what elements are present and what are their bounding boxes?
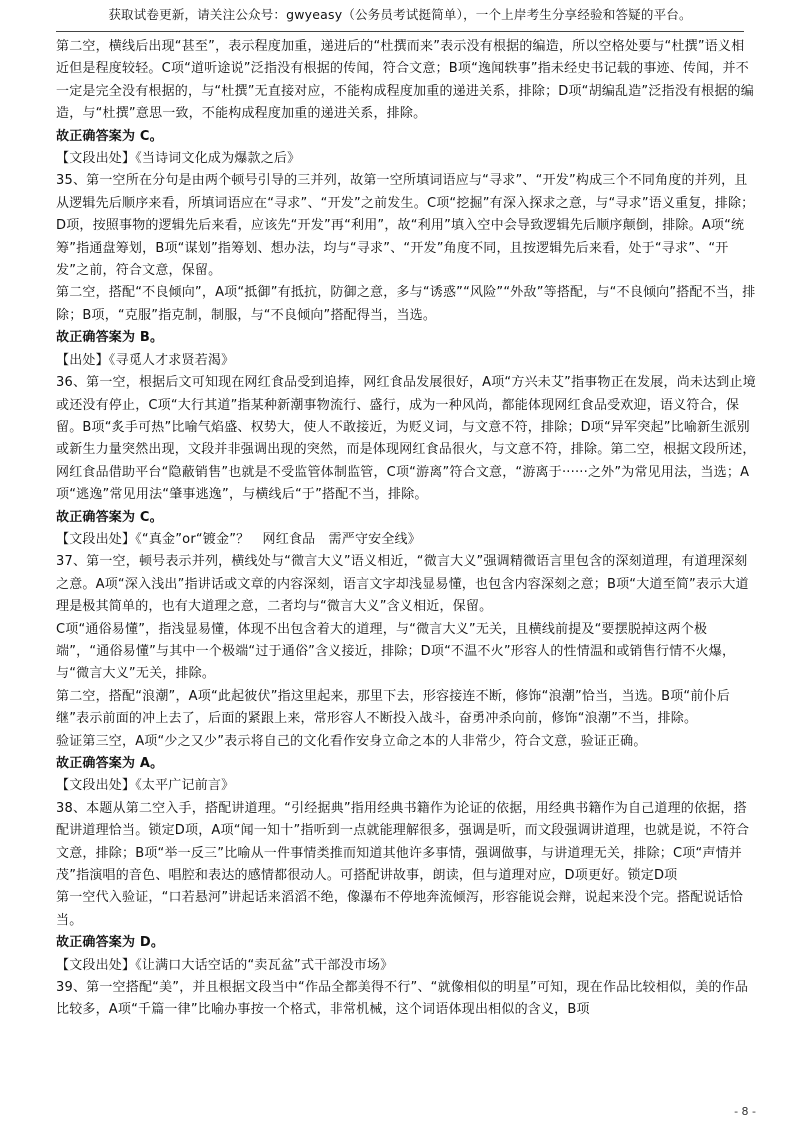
answer-line: 故正确答案为 C。 xyxy=(56,128,163,144)
paragraph: 验证第三空，A项“少之又少”表示将自己的文化看作安身立命之本的人非常少，符合文意，验证正确。 xyxy=(56,733,647,749)
paragraph: 第一空代入验证，“口若悬河”讲起话来滔滔不绝，像瀑布不停地奔流倾泻，形容能说会辩，说起来没个完。搭配说话恰当。 xyxy=(56,890,744,928)
answer-line: 故正确答案为 B。 xyxy=(56,330,164,346)
paragraph: 第二空，搭配“不良倾向”，A项“抵御”有抵抗，防御之意，多与“诱惑”“风险”“外敌”等搭配，与“不良倾向”搭配不当，排除；B项，“克服”指克制，制服，与“不良倾向”搭配得当，当选。 xyxy=(56,285,756,323)
paragraph: 36、第一空，根据后文可知现在网红食品受到追捧，网红食品发展很好，A项“方兴未艾”指事物正在发展，尚未达到止境或还没有停止，C项“大行其道”指某种新潮事物流行、盛行，成为一种风尚，都能体现网红食品受欢迎，语义符合，保留。B项“炙手可热”比喻气焰盛、权势大，使人不敢接近，为贬义词，与文意不符，排除；D项“异军突起”比喻新生派别或新生力量突然出现，文段并非强调出现的突然，而是体现网红食品很火，与文意不符，排除。第二空，根据文段所述，网红食品借助平台“隐蔽销售”也就是不受监管体制监管，C项“游离”符合文意，“游离于······之外”为常见用法，当选；A项“逃逸”常见用法“肇事逃逸”，与横线后“于”搭配不当，排除。 xyxy=(56,375,756,503)
source-line: 【出处】《寻觅人才求贤若渴》 xyxy=(56,352,235,368)
page-header xyxy=(0,0,800,34)
paragraph: 第二空，横线后出现“甚至”，表示程度加重，递进后的“杜撰而来”表示没有根据的编造，所以空格处要与“杜撰”语义相近但是程度较轻。C项“道听途说”泛指没有根据的传闻，符合文意；B项“逸闻轶事”指未经史书记载的事迹、传闻，并不一定是完全没有根据的，与“杜撰”无直接对应，不能构成程度加重的递进关系，排除；D项“胡编乱造”泛指没有根据的编造，与“杜撰”意思一致，不能构成程度加重的递进关系，排除。 xyxy=(56,39,754,122)
source-line: 【文段出处】《太平广记前言》 xyxy=(56,778,235,794)
paragraph: 38、本题从第二空入手，搭配讲道理。“引经据典”指用经典书籍作为论证的依据，用经典书籍作为自己道理的依据，搭配讲道理恰当。锁定D项，A项“闻一知十”指听到一点就能理解很多，强调是听，而文段强调讲道理，也就是说，不符合文意，排除；B项“举一反三”比喻从一件事情类推而知道其他许多事情，强调做事，与讲道理无关，排除；C项“声情并茂”指演唱的音色、唱腔和表达的感情都很动人。可搭配讲故事，朗读，但与道理对应，D项更好。锁定D项 xyxy=(56,800,750,884)
header-notice: 获取试卷更新，请关注公众号：gwyeasy（公务员考试挺简单），一个上岸考生分享经验和答疑的平台。 xyxy=(108,7,692,22)
source-line: 【文段出处】《“真金”or“镀金”？ 网红食品 需严守安全线》 xyxy=(56,531,421,547)
document-body xyxy=(56,36,756,1022)
source-line: 【文段出处】《让满口大话空话的“卖瓦盆”式干部没市场》 xyxy=(56,957,394,973)
paragraph: 第二空，搭配“浪潮”，A项“此起彼伏”指这里起来，那里下去，形容接连不断，修饰“浪潮”恰当，当选。B项“前仆后继”表示前面的冲上去了，后面的紧跟上来，常形容人不断投入战斗，奋勇冲杀向前，修饰“浪潮”不当，排除。 xyxy=(56,688,730,727)
paragraph: 35、第一空所在分句是由两个顿号引导的三并列，故第一空所填词语应与“寻求”、“开发”构成三个不同角度的并列，且从逻辑先后顺序来看，所填词语应在“寻求”、“开发”之前发生。C项“挖掘”有深入探求之意，与“寻求”语义重复，排除；D项，按照事物的逻辑先后来看，应该先“开发”再“利用”，故“利用”填入空中会导致逻辑先后顺序颠倒，排除。A项“统筹”指通盘筹划，B项“谋划”指筹划、想办法，均与“寻求”、“开发”角度不同，且按逻辑先后来看，处于“寻求”、“开发”之前，符合文意，保留。 xyxy=(56,173,755,279)
source-line: 【文段出处】《当诗词文化成为爆款之后》 xyxy=(56,151,301,167)
answer-line: 故正确答案为 D。 xyxy=(56,935,165,951)
header-divider xyxy=(56,31,744,32)
page-number: - 8 - xyxy=(734,1105,756,1118)
paragraph: 37、第一空，顿号表示并列，横线处与“微言大义”语义相近，“微言大义”强调精微语言里包含的深刻道理，有道理深刻之意。A项“深入浅出”指讲话或文章的内容深刻，语言文字却浅显易懂，也包含内容深刻之意；B项“大道至简”表示大道理是极其简单的，也有大道理之意，二者均与“微言大义”含义相近，保留。 xyxy=(56,554,749,615)
paragraph: C项“通俗易懂”，指浅显易懂，体现不出包含着大的道理，与“微言大义”无关，且横线前提及“要摆脱掉这两个极端”，“通俗易懂”与其中一个极端“过于通俗”含义接近，排除；D项“不温不火”形容人的性情温和或销售行情不火爆，与“微言大义”无关，排除。 xyxy=(56,621,736,682)
answer-line: 故正确答案为 C。 xyxy=(56,509,163,525)
paragraph: 39、第一空搭配“美”，并且根据文段当中“作品全都美得不行”、“就像相似的明星”可知，现在作品比较相似，美的作品比较多，A项“千篇一律”比喻办事按一个格式，非常机械，这个词语体现出相似的含义，B项 xyxy=(56,980,749,1018)
answer-line: 故正确答案为 A。 xyxy=(56,756,164,771)
